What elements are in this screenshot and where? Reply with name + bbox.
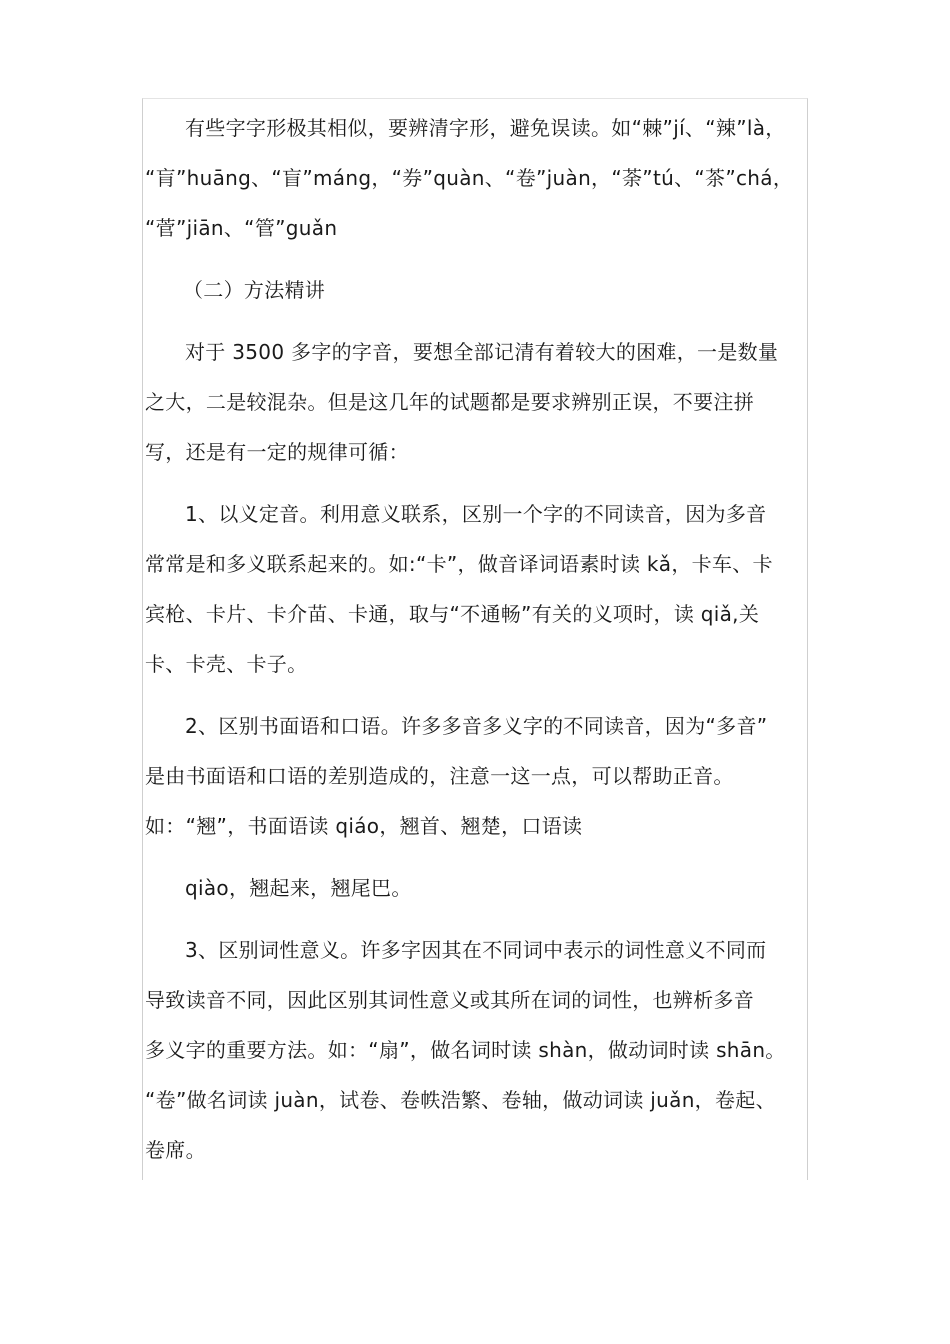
text-line: 如：“翘”，书面语读 qiáo，翘首、翘楚，口语读 xyxy=(145,814,583,838)
spacer xyxy=(145,477,805,489)
paragraph-method-3 xyxy=(145,925,805,1175)
text-line: 对于 3500 多字的字音，要想全部记清有着较大的困难，一是数量 xyxy=(185,340,779,364)
text-line: 3、区别词性意义。许多字因其在不同词中表示的词性意义不同而 xyxy=(185,938,767,962)
spacer xyxy=(145,689,805,701)
text-line: 宾枪、卡片、卡介苗、卡通，取与“不通畅”有关的义项时，读 qiǎ,关 xyxy=(145,602,760,626)
spacer xyxy=(145,253,805,265)
paragraph-method-2-continued xyxy=(145,863,805,913)
text-line: 写，还是有一定的规律可循： xyxy=(145,440,409,464)
section-heading-method xyxy=(145,265,805,315)
paragraph-method-1 xyxy=(145,489,805,689)
text-line: “肓”huāng、“盲”máng，“券”quàn、“卷”juàn，“荼”tú、“茶”chá， xyxy=(145,166,794,190)
paragraph-intro xyxy=(145,327,805,477)
document-body xyxy=(145,103,805,1175)
text-line: 之大，二是较混杂。但是这几年的试题都是要求辨别正误，不要注拼 xyxy=(145,390,754,414)
text-line: 多义字的重要方法。如：“扇”，做名词时读 shàn，做动词时读 shān。 xyxy=(145,1038,786,1062)
text-line: qiào，翘起来，翘尾巴。 xyxy=(185,876,412,900)
section-heading: （二）方法精讲 xyxy=(183,278,326,302)
text-line: 是由书面语和口语的差别造成的，注意一这一点，可以帮助正音。 xyxy=(145,764,734,788)
spacer xyxy=(145,913,805,925)
paragraph-similar-characters xyxy=(145,103,805,253)
text-line: 2、区别书面语和口语。许多多音多义字的不同读音，因为“多音” xyxy=(185,714,768,738)
spacer xyxy=(145,315,805,327)
spacer xyxy=(145,851,805,863)
text-line: 常常是和多义联系起来的。如:“卡”，做音译词语素时读 kǎ，卡车、卡 xyxy=(145,552,773,576)
text-line: 卷席。 xyxy=(145,1138,206,1162)
text-line: “菅”jiān、“管”guǎn xyxy=(145,216,338,240)
text-line: “卷”做名词读 juàn，试卷、卷帙浩繁、卷轴，做动词读 juǎn，卷起、 xyxy=(145,1088,776,1112)
text-line: 有些字字形极其相似，要辨清字形，避免误读。如“棘”jí、“辣”là， xyxy=(185,116,786,140)
paragraph-method-2 xyxy=(145,701,805,851)
text-line: 1、以义定音。利用意义联系，区别一个字的不同读音，因为多音 xyxy=(185,502,767,526)
text-line: 导致读音不同，因此区别其词性意义或其所在词的词性，也辨析多音 xyxy=(145,988,754,1012)
text-line: 卡、卡壳、卡子。 xyxy=(145,652,308,676)
